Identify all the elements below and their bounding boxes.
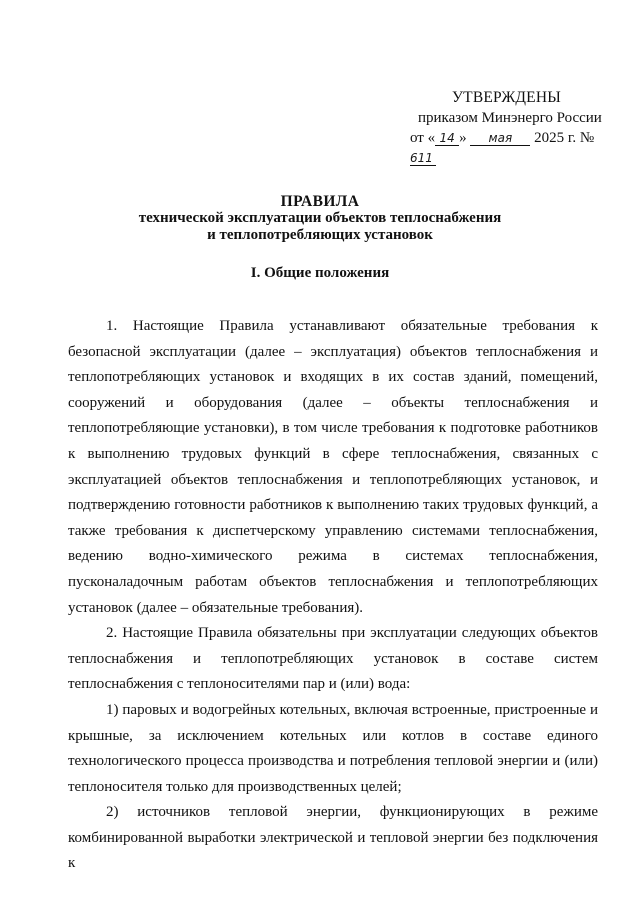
- paragraph-1: 1. Настоящие Правила устанавливают обязательные требования к безопасной эксплуатации (далее – эксплуатация) объектов теплоснабжения и теплопотребляющих установок и входящих в их состав зданий, помещений, сооружений и оборудования (далее – объекты теплоснабжения и теплопотребляющие установки), в том числе требования к подготовке работников к выполнению трудовых функций в сфере теплоснабжения, связанных с эксплуатацией объектов теплоснабжения и теплопотребляющих установок, и подтверждению готовности работников к выполнению таких трудовых функций, а также требования к диспетчерскому управлению системами теплоснабжения, ведению водно-химического режима в системах теплоснабжения, пусконаладочным работам объектов теплоснабжения и теплопотребляющих установок (далее – обязательные требования).: [68, 318, 598, 616]
- approval-date-line: [404, 128, 604, 168]
- approval-year: 2025 г. №: [530, 130, 595, 146]
- approval-date-mid: »: [459, 130, 471, 146]
- document-body: [68, 314, 598, 877]
- approval-date-prefix: от «: [410, 130, 436, 146]
- title-line-2: технической эксплуатации объектов теплоснабжения: [138, 210, 502, 226]
- paragraph-2: 2. Настоящие Правила обязательны при эксплуатации следующих объектов теплоснабжения и теплопотребляющих установок в составе систем теплоснабжения с теплоносителями пар и (или) вода:: [68, 625, 598, 693]
- handwritten-month: мая: [470, 131, 530, 146]
- title-line-3: и теплопотребляющих установок: [207, 227, 433, 243]
- approval-block: [404, 88, 604, 168]
- document-title: [40, 193, 600, 244]
- handwritten-day: 14: [435, 131, 459, 146]
- handwritten-order-number: 611: [410, 151, 436, 166]
- approval-order-line: приказом Минэнерго России: [418, 110, 602, 126]
- title-main: ПРАВИЛА: [280, 193, 360, 210]
- paragraph-2-item-2: 2) источников тепловой энергии, функционирующих в режиме комбинированной выработки электрической и тепловой энергии без подключения к: [68, 804, 598, 872]
- approval-title: УТВЕРЖДЕНЫ: [452, 89, 561, 106]
- section-heading: I. Общие положения: [250, 265, 390, 281]
- paragraph-2-item-1: 1) паровых и водогрейных котельных, включая встроенные, пристроенные и крышные, за исключением котельных или котлов в составе единого технологического процесса производства и потребления тепловой энергии и (или) теплоносителя только для производственных целей;: [68, 701, 598, 795]
